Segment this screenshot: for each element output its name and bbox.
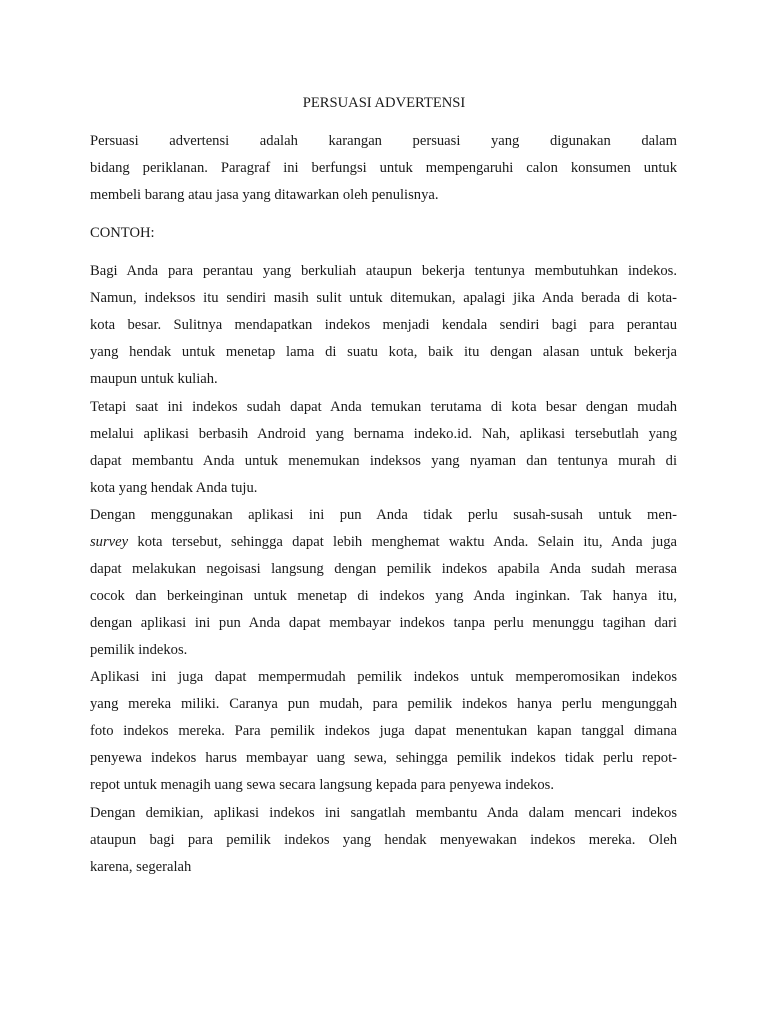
text-line: Dengan demikian, aplikasi indekos ini sangatlah membantu Anda dalam mencari indekos bbox=[90, 805, 677, 821]
text-line: kota besar. Sulitnya mendapatkan indekos menjadi kendala sendiri bagi para perantau bbox=[90, 317, 677, 333]
text-line: dapat melakukan negoisasi langsung dengan pemilik indekos apabila Anda sudah merasa bbox=[90, 561, 677, 577]
text-line: ataupun bagi para pemilik indekos yang hendak menyewakan indekos mereka. Oleh bbox=[90, 832, 677, 848]
example-label: CONTOH: bbox=[90, 225, 155, 241]
text-line: membeli barang atau jasa yang ditawarkan oleh penulisnya. bbox=[90, 187, 439, 203]
text-line: Persuasi advertensi adalah karangan persuasi yang digunakan dalam bbox=[90, 133, 677, 149]
text-line: dapat membantu Anda untuk menemukan indeksos yang nyaman dan tentunya murah di bbox=[90, 453, 677, 469]
text-line: Bagi Anda para perantau yang berkuliah ataupun bekerja tentunya membutuhkan indekos. bbox=[90, 263, 677, 279]
text-line: kota yang hendak Anda tuju. bbox=[90, 480, 258, 496]
text-line: penyewa indekos harus membayar uang sewa, sehingga pemilik indekos tidak perlu repot- bbox=[90, 750, 677, 766]
text-line: repot untuk menagih uang sewa secara langsung kepada para penyewa indekos. bbox=[90, 777, 554, 793]
text-line: melalui aplikasi berbasih Android yang bernama indeko.id. Nah, aplikasi tersebutlah yang bbox=[90, 426, 677, 442]
text-line: pemilik indekos. bbox=[90, 642, 188, 658]
text-line: dengan aplikasi ini pun Anda dapat membayar indekos tanpa perlu menunggu tagihan dari bbox=[90, 615, 677, 631]
italic-word: survey bbox=[90, 534, 129, 550]
text-line: Dengan menggunakan aplikasi ini pun Anda tidak perlu susah-susah untuk men- bbox=[90, 507, 677, 523]
text-span: kota tersebut, sehingga dapat lebih menghemat waktu Anda. Selain itu, Anda juga bbox=[128, 534, 677, 550]
text-line bbox=[90, 532, 677, 552]
text-line: yang hendak untuk menetap lama di suatu kota, baik itu dengan alasan untuk bekerja bbox=[90, 344, 677, 360]
text-line: karena, segeralah bbox=[90, 859, 192, 875]
text-line: Namun, indeksos itu sendiri masih sulit untuk ditemukan, apalagi jika Anda berada di kota- bbox=[90, 290, 677, 306]
text-line: cocok dan berkeinginan untuk menetap di indekos yang Anda inginkan. Tak hanya itu, bbox=[90, 588, 677, 604]
document-title: PERSUASI ADVERTENSI bbox=[302, 95, 466, 111]
text-line: foto indekos mereka. Para pemilik indekos juga dapat menentukan kapan tanggal dimana bbox=[90, 723, 677, 739]
text-line: Aplikasi ini juga dapat mempermudah pemilik indekos untuk memperomosikan indekos bbox=[90, 669, 677, 685]
text-line: Tetapi saat ini indekos sudah dapat Anda temukan terutama di kota besar dengan mudah bbox=[90, 399, 677, 415]
text-line: maupun untuk kuliah. bbox=[90, 371, 218, 387]
text-line: bidang periklanan. Paragraf ini berfungsi untuk mempengaruhi calon konsumen untuk bbox=[90, 160, 677, 176]
text-line: yang mereka miliki. Caranya pun mudah, para pemilik indekos hanya perlu mengunggah bbox=[90, 696, 677, 712]
